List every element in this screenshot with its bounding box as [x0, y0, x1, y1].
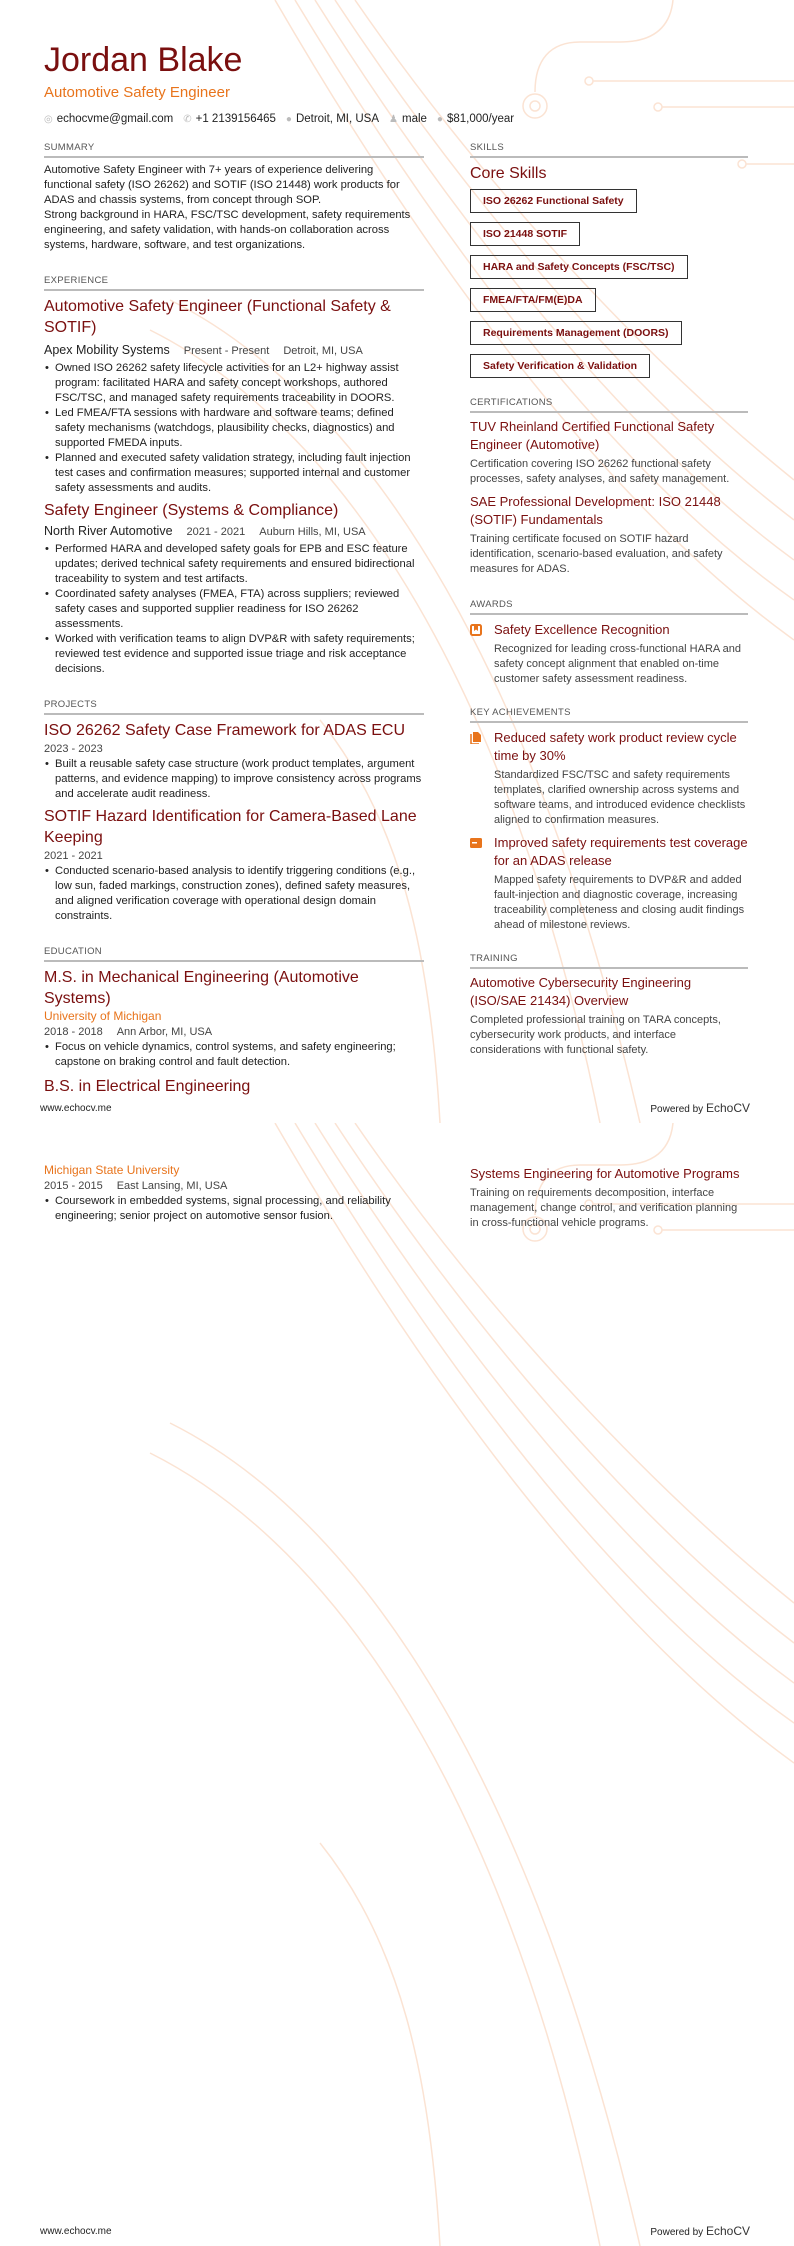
project-entry: [44, 806, 424, 924]
degree: M.S. in Mechanical Engineering (Automotive Systems): [44, 969, 359, 1007]
education-entry: [44, 967, 424, 1070]
right-column: [470, 126, 748, 1058]
section-awards-heading: AWARDS: [470, 599, 748, 615]
project-title: SOTIF Hazard Identification for Camera-Based Lane Keeping: [44, 808, 417, 846]
section-skills-heading: SKILLS: [470, 142, 748, 158]
school: Michigan State University: [44, 1163, 180, 1177]
summary-paragraph: Automotive Safety Engineer with 7+ years of experience delivering functional safety (ISO 26262) and SOTIF (ISO 21448) work products for ADAS and chassis systems, from concept through SOP.: [44, 164, 400, 206]
award-title: Safety Excellence Recognition: [494, 622, 670, 637]
contact-salary: [437, 113, 514, 125]
card-icon: [470, 837, 482, 849]
section-summary-heading: SUMMARY: [44, 142, 424, 158]
candidate-name: Jordan Blake: [44, 41, 243, 79]
footer-powered-by: [650, 1101, 750, 1115]
bookmark-icon: [470, 624, 482, 636]
phone-icon: ✆: [183, 114, 192, 125]
skill-chip: ISO 21448 SOTIF: [470, 222, 580, 246]
achievement-title: Reduced safety work product review cycle time by 30%: [494, 730, 737, 763]
achievement-title: Improved safety requirements test coverage for an ADAS release: [494, 835, 748, 868]
dates: 2015 - 2015: [44, 1180, 103, 1192]
section-education-heading: EDUCATION: [44, 946, 424, 962]
skill-chip: ISO 26262 Functional Safety: [470, 189, 637, 213]
location: Ann Arbor, MI, USA: [116, 1026, 213, 1038]
right-column-continued: [470, 1161, 748, 1231]
section-projects-heading: PROJECTS: [44, 699, 424, 715]
salary-icon: ●: [436, 114, 443, 125]
footer-site-link[interactable]: www.echocv.me: [40, 1103, 112, 1114]
contact-location: [286, 113, 379, 125]
bullet: • Led FMEA/FTA sessions with hardware and software teams; defined safety mechanisms (watchdogs, plausibility checks, diagnostics) and supported FMEDA inputs.: [44, 406, 424, 451]
contact-email[interactable]: [44, 113, 173, 125]
degree: B.S. in Electrical Engineering: [44, 1078, 251, 1095]
job-entry: [44, 500, 424, 677]
company: Apex Mobility Systems: [44, 343, 170, 357]
section-achievements-heading: KEY ACHIEVEMENTS: [470, 707, 748, 723]
location: East Lansing, MI, USA: [116, 1180, 228, 1192]
bullet: • Conducted scenario-based analysis to identify triggering conditions (e.g., low sun, faded markings, construction zones), defined safety measures, and aligned verification coverage with operational design domain constraints.: [44, 864, 424, 924]
left-column: [44, 126, 424, 1097]
dates: 2021 - 2021: [186, 526, 246, 538]
training-desc: Completed professional training on TARA concepts, cybersecurity work products, and interface considerations with functional safety.: [470, 1014, 721, 1056]
skill-chip-list: [470, 189, 748, 387]
bullet: • Performed HARA and developed safety goals for EPB and ESC feature updates; derived technical safety requirements and ensured bidirectional traceability to system and test artifacts.: [44, 542, 424, 587]
contact-text: $81,000/year: [446, 113, 515, 125]
skill-group-title: Core Skills: [470, 165, 547, 182]
summary-paragraph: Strong background in HARA, FSC/TSC development, safety requirements engineering, and safety validation, with hands-on collaboration across systems, hardware, software, and test organizations.: [44, 209, 411, 251]
job-title: Safety Engineer (Systems & Compliance): [44, 502, 339, 519]
document-icon: [470, 732, 482, 744]
contact-text: echocvme@gmail.com: [56, 113, 174, 125]
dates: 2018 - 2018: [44, 1026, 103, 1038]
dates: 2021 - 2021: [44, 850, 103, 862]
location: Auburn Hills, MI, USA: [259, 526, 366, 538]
project-entry: [44, 720, 424, 802]
page-2: [0, 1123, 794, 2246]
footer-powered-by: [650, 2224, 750, 2238]
dates: Present - Present: [183, 345, 270, 357]
bullet: • Focus on vehicle dynamics, control systems, and safety engineering; capstone on braking control and fault detection.: [44, 1040, 424, 1070]
bullet: • Coursework in embedded systems, signal processing, and reliability engineering; senior project on automotive sensor fusion.: [44, 1194, 424, 1224]
location-icon: ●: [285, 114, 292, 125]
cert-title: TUV Rheinland Certified Functional Safety Engineer (Automotive): [470, 419, 715, 452]
achievement-desc: Mapped safety requirements to DVP&R and added fault-injection and diagnostic coverage, increasing traceability completeness and closing audit findings ahead of milestone reviews.: [494, 874, 745, 931]
achievement-entry: [470, 834, 748, 933]
training-title: Automotive Cybersecurity Engineering (ISO/SAE 21434) Overview: [470, 975, 692, 1008]
email-icon: ◎: [44, 114, 53, 125]
bullet: • Owned ISO 26262 safety lifecycle activities for an L2+ highway assist program: facilitated HARA and safety concept workshops, authored FSC/TSC, and managed safety requirements traceability in DOORS.: [44, 361, 424, 406]
left-column-continued: [44, 1163, 424, 1224]
school: University of Michigan: [44, 1009, 162, 1023]
cert-desc: Certification covering ISO 26262 functional safety processes, safety analyses, and safety management.: [470, 458, 730, 485]
candidate-title: Automotive Safety Engineer: [44, 84, 230, 101]
person-icon: ♟: [389, 114, 398, 125]
cert-desc: Training certificate focused on SOTIF hazard identification, scenario-based evaluation, and safety measures for ADAS.: [470, 533, 723, 575]
brand-name: EchoCV: [705, 1101, 750, 1115]
section-certifications-heading: CERTIFICATIONS: [470, 397, 748, 413]
bullet: • Worked with verification teams to align DVP&R with safety requirements; reviewed test evidence and supported issue triage and risk acceptance decisions.: [44, 632, 424, 677]
job-title: Automotive Safety Engineer (Functional Safety & SOTIF): [44, 298, 391, 336]
contact-gender: [389, 113, 427, 125]
training-title: Systems Engineering for Automotive Programs: [470, 1166, 740, 1181]
bullet: • Built a reusable safety case structure (work product templates, argument patterns, and evidence mapping) to improve consistency across programs and accelerate audit readiness.: [44, 757, 424, 802]
brand-name: EchoCV: [705, 2224, 750, 2238]
contact-list: [44, 113, 744, 125]
powered-label: Powered by: [650, 2227, 704, 2238]
award-entry: [470, 621, 748, 687]
award-desc: Recognized for leading cross-functional HARA and safety concept alignment that enabled on-time customer safety assessment readiness.: [494, 643, 742, 685]
skill-chip: HARA and Safety Concepts (FSC/TSC): [470, 255, 688, 279]
project-title: ISO 26262 Safety Case Framework for ADAS ECU: [44, 722, 406, 739]
decorative-circuit-lines: [0, 1123, 794, 2246]
location: Detroit, MI, USA: [283, 345, 363, 357]
bullet: • Coordinated safety analyses (FMEA, FTA) across suppliers; reviewed safety cases and supported supplier readiness for ISO 26262 assessments.: [44, 587, 424, 632]
cert-title: SAE Professional Development: ISO 21448 (SOTIF) Fundamentals: [470, 494, 721, 527]
contact-phone[interactable]: [183, 113, 276, 125]
section-experience-heading: EXPERIENCE: [44, 275, 424, 291]
contact-text: male: [401, 113, 427, 125]
skill-chip: Requirements Management (DOORS): [470, 321, 682, 345]
contact-text: +1 2139156465: [195, 113, 276, 125]
job-entry: [44, 296, 424, 496]
training-desc: Training on requirements decomposition, interface management, change control, and verification planning in cross-functional vehicle programs.: [470, 1187, 738, 1229]
achievement-desc: Standardized FSC/TSC and safety requirements templates, clarified ownership across systems and software teams, and introduced evidence checklists aligned to confirmation measures.: [494, 769, 746, 826]
contact-text: Detroit, MI, USA: [295, 113, 380, 125]
company: North River Automotive: [44, 524, 173, 538]
achievement-entry: [470, 729, 748, 828]
header: [44, 40, 744, 125]
bullet: • Planned and executed safety validation strategy, including fault injection test cases and confirmation measures; supported internal and customer safety assessments and audits.: [44, 451, 424, 496]
skill-chip: Safety Verification & Validation: [470, 354, 650, 378]
dates: 2023 - 2023: [44, 743, 103, 755]
section-training-heading: TRAINING: [470, 953, 748, 969]
education-entry: [44, 1163, 424, 1224]
skill-chip: FMEA/FTA/FM(E)DA: [470, 288, 596, 312]
powered-label: Powered by: [650, 1104, 704, 1115]
footer-site-link[interactable]: www.echocv.me: [40, 2226, 112, 2237]
